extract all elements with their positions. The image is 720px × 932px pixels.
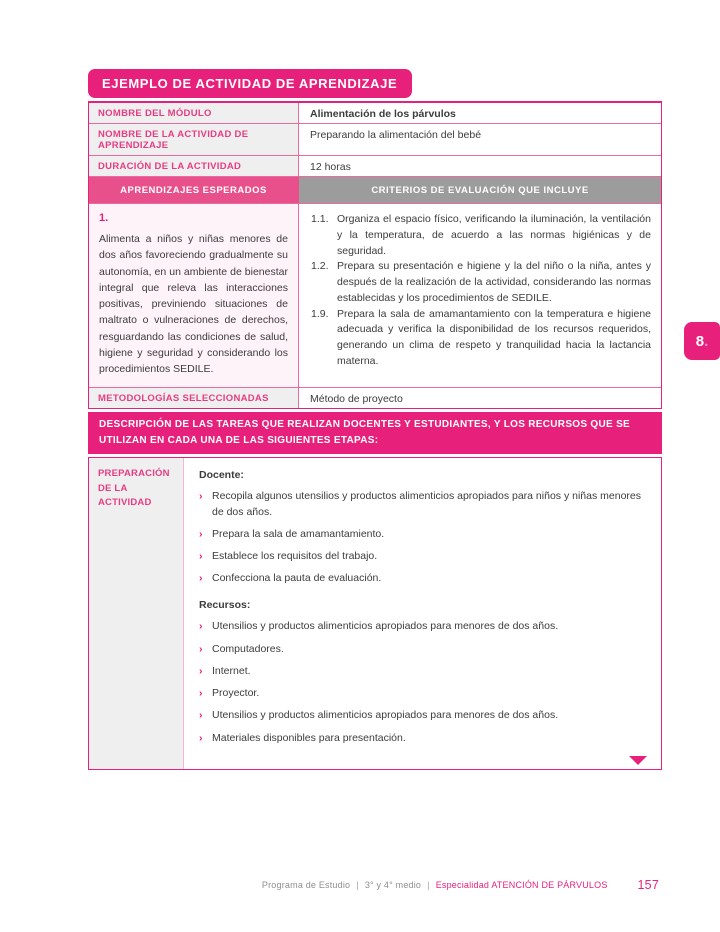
table-row-duration [89,156,661,177]
list-item [199,642,645,657]
list-item [199,527,645,542]
bullet-chevron-icon: › [199,687,203,700]
chapter-tab [684,322,720,360]
bullet-chevron-icon: › [199,664,203,677]
list-item [199,549,645,564]
criterion-text: Prepara la sala de amamantamiento con la temperatura e higiene adecuada y verifica la disponibilidad de los recursos requeridos, generando un clima de respeto y tranquilidad hacia la lactancia materna. [337,307,651,367]
activity-table [88,101,662,409]
preparation-section [88,457,662,769]
tasks-description-banner: DESCRIPCIÓN DE LAS TAREAS QUE REALIZAN DOCENTES Y ESTUDIANTES, Y LOS RECURSOS QUE SE UTILIZAN EN CADA UNA DE LAS SIGUIENTES ETAPAS: [88,412,662,454]
list-item [199,708,645,723]
methodology-value: Método de proyecto [299,388,661,408]
criterion-number: 1.9. [311,307,329,320]
recursos-heading: Recursos: [199,599,251,612]
list-item [199,571,645,586]
criterion-number: 1.2. [311,260,329,273]
criteria-cell [299,204,661,387]
expected-learning-header: APRENDIZAJES ESPERADOS [89,177,299,203]
bullet-chevron-icon: › [199,731,203,744]
criterion-item [311,307,651,370]
column-headers [89,177,661,204]
bullet-chevron-icon: › [199,490,203,503]
criterion-text: Prepara su presentación e higiene y la del niño o la niña, antes y después de la realización de la actividad, considerando las normas establecidas y los procedimientos de SEDILE. [337,260,651,304]
bullet-chevron-icon: › [199,642,203,655]
learning-text: Alimenta a niños y niñas menores de dos años favoreciendo gradualmente su autonomía, en un ambiente de bienestar integral que releva las interacciones positivas, previniendo situaciones de maltrato o vulneraciones de derechos, resguardando las condiciones de salud, higiene y seguridad y considerando los procedimientos SEDILE. [99,233,288,376]
table-row-activity-name [89,124,661,156]
bullet-chevron-icon: › [199,709,203,722]
table-row-module [89,103,661,124]
bullet-chevron-icon: › [199,620,203,633]
module-label: NOMBRE DEL MÓDULO [89,103,299,123]
bullet-chevron-icon: › [199,527,203,540]
criterion-text: Organiza el espacio físico, verificando la iluminación, la ventilación y la temperatura, de acuerdo a las normas higiénicas y de seguridad. [337,213,651,257]
table-row-methodology [89,388,661,408]
list-item-text: Utensilios y productos alimenticios apropiados para menores de dos años. [212,620,559,633]
list-item-text: Proyector. [212,687,260,700]
list-item-text: Recopila algunos utensilios y productos alimenticios apropiados para niños y niñas menores de dos años. [212,490,641,518]
activity-name-label: NOMBRE DE LA ACTIVIDAD DE APRENDIZAJE [89,124,299,155]
list-item-text: Establece los requisitos del trabajo. [212,550,378,563]
list-item-text: Computadores. [212,642,284,655]
list-item [199,619,645,634]
continuation-arrow-icon [629,756,647,765]
criterion-item [311,212,651,259]
evaluation-criteria-header: CRITERIOS DE EVALUACIÓN QUE INCLUYE [299,177,661,203]
page-number: 157 [637,878,659,892]
chapter-number: 8 [695,332,705,350]
footer-specialty: Especialidad ATENCIÓN DE PÁRVULOS [435,880,608,890]
preparation-content [184,458,661,768]
preparation-label: PREPARACIÓN DE LA ACTIVIDAD [89,458,184,768]
activity-document [88,69,662,770]
list-item-text: Prepara la sala de amamantamiento. [212,527,385,540]
bullet-chevron-icon: › [199,550,203,563]
bullet-chevron-icon: › [199,572,203,585]
learning-criteria-row [89,204,661,388]
list-item [199,686,645,701]
list-item [199,664,645,679]
list-item [199,731,645,746]
list-item-text: Internet. [212,664,251,677]
footer-program: Programa de Estudio [261,880,351,890]
module-value: Alimentación de los párvulos [299,103,661,123]
list-item-text: Materiales disponibles para presentación. [212,731,406,744]
duration-value: 12 horas [299,156,661,176]
criterion-number: 1.1. [311,213,329,225]
footer-separator: | [356,880,359,890]
list-item-text: Confecciona la pauta de evaluación. [212,572,382,585]
criterion-item [311,259,651,306]
list-item-text: Utensilios y productos alimenticios apropiados para menores de dos años. [212,709,559,722]
learning-number: 1. [99,212,109,224]
page-title: EJEMPLO DE ACTIVIDAD DE APRENDIZAJE [88,69,412,98]
duration-label: DURACIÓN DE LA ACTIVIDAD [89,156,299,176]
activity-name-value: Preparando la alimentación del bebé [299,124,661,155]
chapter-dot: . [704,332,709,350]
footer-separator: | [427,880,430,890]
docente-heading: Docente: [199,469,244,482]
methodology-label: METODOLOGÍAS SELECCIONADAS [89,388,299,408]
footer-grade: 3° y 4° medio [364,880,422,890]
page-footer [0,877,659,891]
expected-learning-cell [89,204,299,387]
list-item [199,489,645,519]
